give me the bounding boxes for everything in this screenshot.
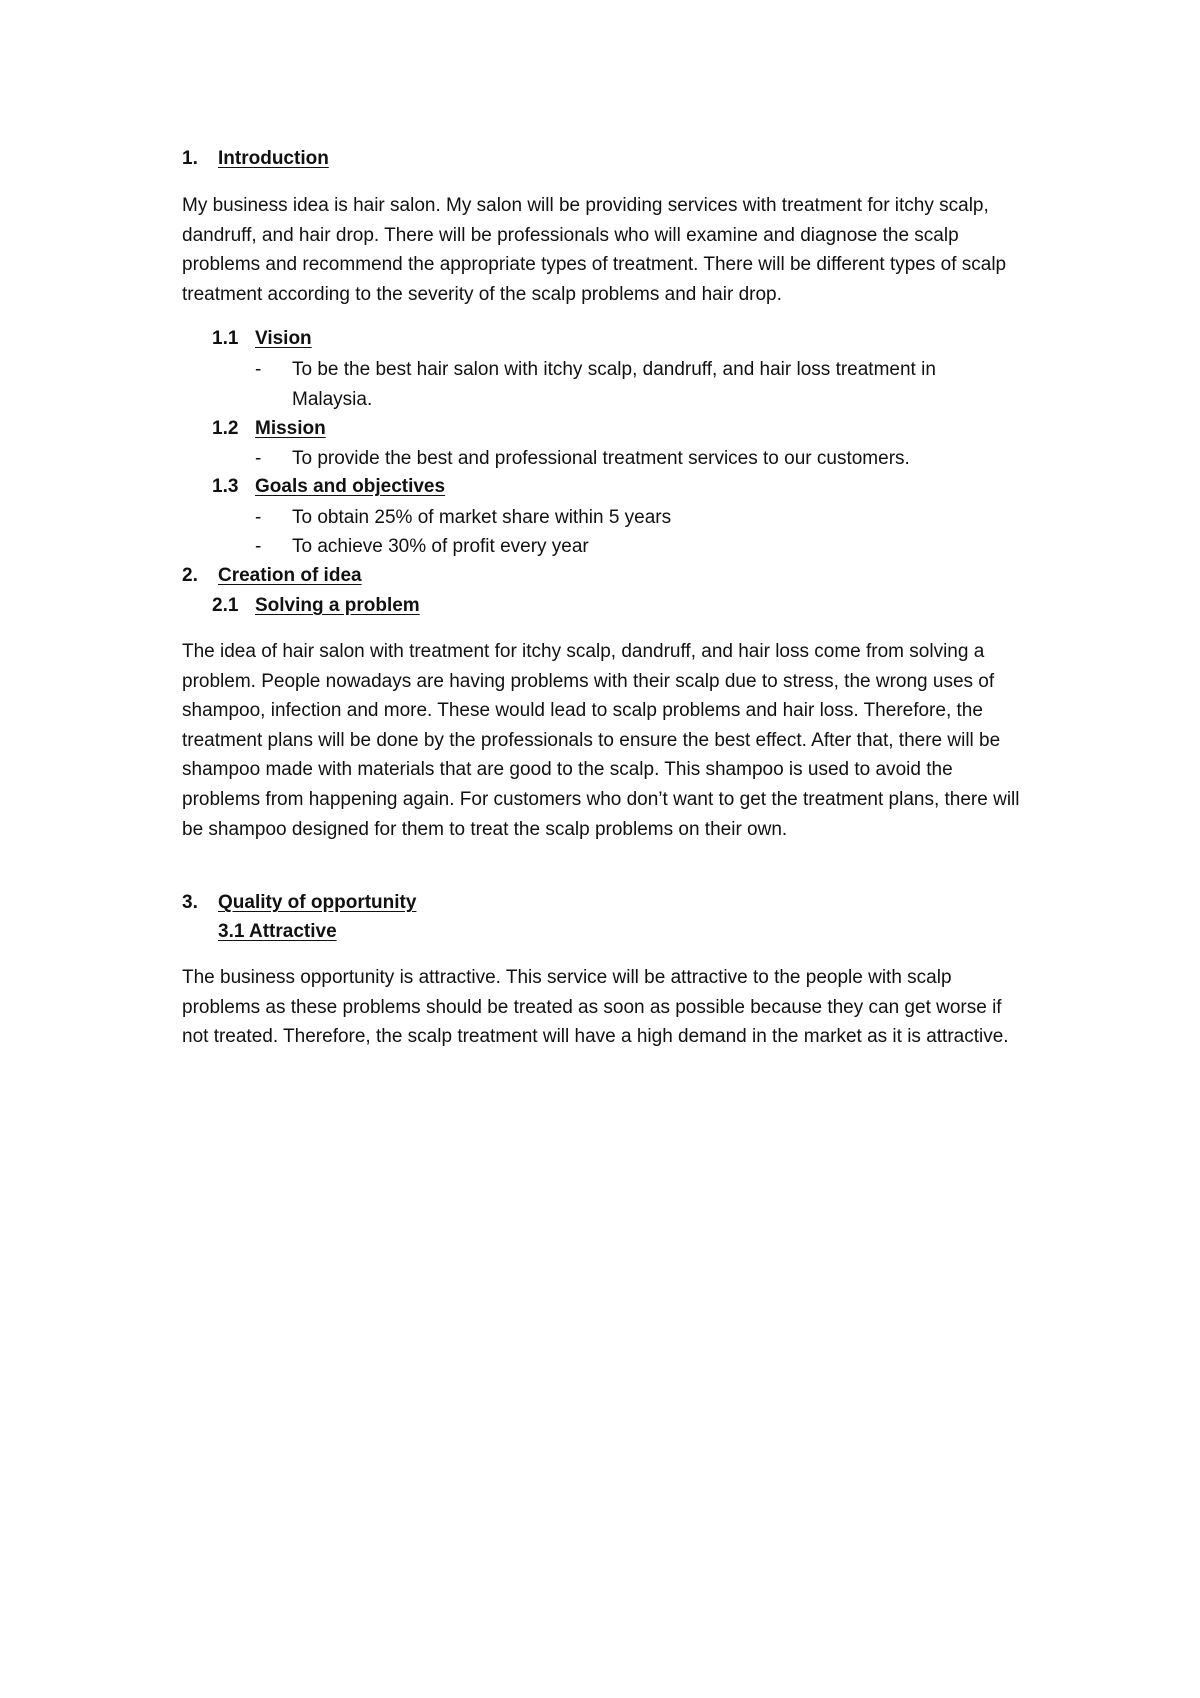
subsection-heading-vision <box>212 326 312 352</box>
dash-bullet: - <box>255 359 262 380</box>
section-heading-quality-of-opportunity <box>182 890 416 916</box>
subsection-heading-attractive: 3.1 Attractive <box>218 921 337 942</box>
section-heading-introduction <box>182 146 329 172</box>
subsection-number: 1.2 <box>212 418 239 439</box>
section-number: 3. <box>182 892 198 913</box>
subsection-heading-mission <box>212 416 326 442</box>
dash-bullet: - <box>255 536 262 557</box>
subsection-number: 1.1 <box>212 328 239 349</box>
list-item <box>255 444 1015 474</box>
subsection-title: Mission <box>255 418 326 439</box>
introduction-paragraph: My business idea is hair salon. My salon will be providing services with treatment for itchy scalp, dandruff, and hair drop. There will be professionals who will examine and diagnose the scalp problems and recommend the appropriate types of treatment. There will be different types of scalp treatment according to the severity of the scalp problems and hair drop. <box>182 195 1007 305</box>
list-item-text: To provide the best and professional treatment services to our customers. <box>292 448 910 469</box>
list-item-text: To be the best hair salon with itchy scalp, dandruff, and hair loss treatment in Malaysia. <box>292 359 936 410</box>
subsection-title: Goals and objectives <box>255 476 446 497</box>
creation-of-idea-paragraph: The idea of hair salon with treatment for itchy scalp, dandruff, and hair loss come from solving a problem. People nowadays are having problems with their scalp due to stress, the wrong uses of shampoo, infection and more. These would lead to scalp problems and hair loss. Therefore, the treatment plans will be done by the professionals to ensure the best effect. After that, there will be shampoo made with materials that are good to the scalp. This shampoo is used to avoid the problems from happening again. For customers who don’t want to get the treatment plans, there will be shampoo designed for them to treat the scalp problems on their own. <box>182 641 1020 840</box>
subsection-title: Vision <box>255 328 312 349</box>
subsection-heading-solving-a-problem <box>212 593 420 619</box>
section-title: Creation of idea <box>218 565 362 586</box>
list-item <box>255 503 1015 533</box>
dash-bullet: - <box>255 448 262 469</box>
subsection-title: Solving a problem <box>255 595 420 616</box>
dash-bullet: - <box>255 507 262 528</box>
section-title: Introduction <box>218 148 329 169</box>
subsection-heading-goals <box>212 474 445 500</box>
section-number: 1. <box>182 148 198 169</box>
list-item-text: To obtain 25% of market share within 5 years <box>292 507 672 528</box>
subsection-number: 1.3 <box>212 476 239 497</box>
subsection-number: 2.1 <box>212 595 239 616</box>
list-item <box>255 355 1015 414</box>
section-title: Quality of opportunity <box>218 892 417 913</box>
section-heading-creation-of-idea <box>182 563 362 589</box>
section-number: 2. <box>182 565 198 586</box>
list-item <box>255 532 1015 562</box>
list-item-text: To achieve 30% of profit every year <box>292 536 589 557</box>
quality-of-opportunity-paragraph: The business opportunity is attractive. This service will be attractive to the people with scalp problems as these problems should be treated as soon as possible because they can get worse if not treated. Therefore, the scalp treatment will have a high demand in the market as it is attractive. <box>182 967 1009 1048</box>
